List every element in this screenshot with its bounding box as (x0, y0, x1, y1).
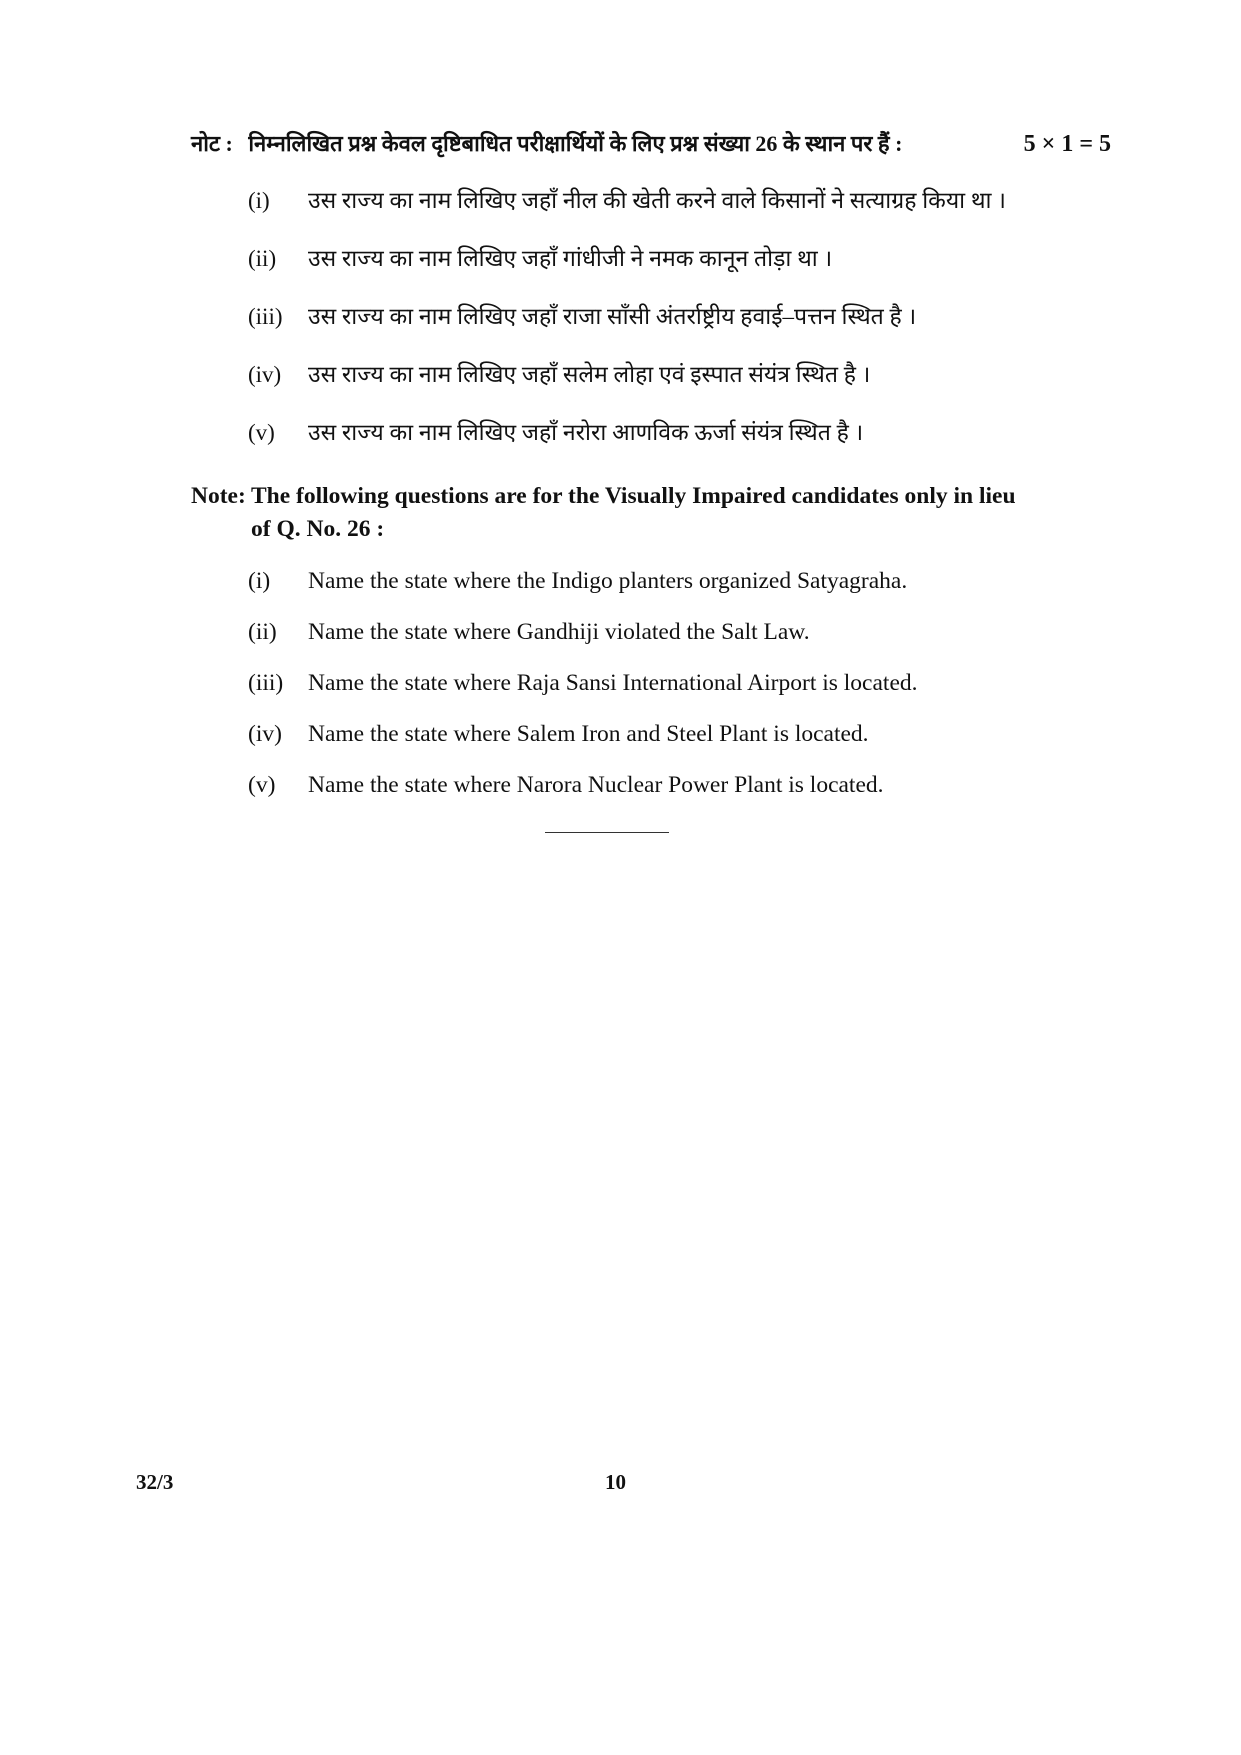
question-text: Name the state where Salem Iron and Steel Plant is located. (308, 721, 869, 747)
question-number: (iii) (248, 670, 284, 696)
english-note-line1: The following questions are for the Visually Impaired candidates only in lieu (251, 483, 1016, 509)
question-text: Name the state where the Indigo planters organized Satyagraha. (308, 568, 908, 594)
english-question (248, 658, 1088, 709)
marks-allocation: 5 × 1 = 5 (1023, 131, 1111, 157)
question-text: उस राज्य का नाम लिखिए जहाँ गांधीजी ने नमक कानून तोड़ा था । (308, 246, 833, 271)
hindi-note-label: नोट : (191, 131, 233, 156)
hindi-question (248, 346, 1088, 404)
hindi-question (248, 288, 1088, 346)
page-number: 10 (605, 1470, 626, 1494)
english-question-list (248, 556, 1088, 811)
question-text: Name the state where Raja Sansi International Airport is located. (308, 670, 918, 696)
english-note-line2: of Q. No. 26 : (251, 516, 385, 542)
english-note-label: Note: (191, 483, 246, 509)
english-question (248, 709, 1088, 760)
hindi-note-text: निम्नलिखित प्रश्न केवल दृष्टिबाधित परीक्षार्थियों के लिए प्रश्न संख्या 26 के स्थान पर हैं : (248, 131, 903, 156)
hindi-question (248, 404, 1088, 462)
question-number: (iii) (248, 304, 283, 329)
hindi-question (248, 230, 1088, 288)
hindi-question-list (248, 172, 1088, 462)
question-text: उस राज्य का नाम लिखिए जहाँ नरोरा आणविक ऊर्जा संयंत्र स्थित है । (308, 420, 864, 445)
question-number: (ii) (248, 619, 277, 645)
question-number: (ii) (248, 246, 277, 271)
question-number: (i) (248, 188, 270, 213)
question-text: उस राज्य का नाम लिखिए जहाँ राजा साँसी अंतर्राष्ट्रीय हवाई–पत्तन स्थित है । (308, 304, 917, 329)
question-number: (v) (248, 420, 275, 445)
paper-code: 32/3 (136, 1470, 174, 1494)
english-question (248, 607, 1088, 658)
english-note (191, 480, 1091, 546)
english-note-text (191, 480, 1091, 546)
question-number: (iv) (248, 362, 282, 387)
question-number: (v) (248, 772, 276, 798)
question-text: Name the state where Narora Nuclear Power Plant is located. (308, 772, 884, 798)
end-of-section-rule (545, 832, 669, 833)
hindi-note (191, 124, 1111, 164)
question-text: उस राज्य का नाम लिखिए जहाँ सलेम लोहा एवं इस्पात संयंत्र स्थित है । (308, 362, 871, 387)
question-text: Name the state where Gandhiji violated the Salt Law. (308, 619, 810, 645)
question-number: (i) (248, 568, 271, 594)
question-number: (iv) (248, 721, 282, 747)
hindi-question (248, 172, 1088, 230)
english-question (248, 760, 1088, 811)
question-text: उस राज्य का नाम लिखिए जहाँ नील की खेती करने वाले किसानों ने सत्याग्रह किया था । (308, 188, 1006, 213)
english-question (248, 556, 1088, 607)
